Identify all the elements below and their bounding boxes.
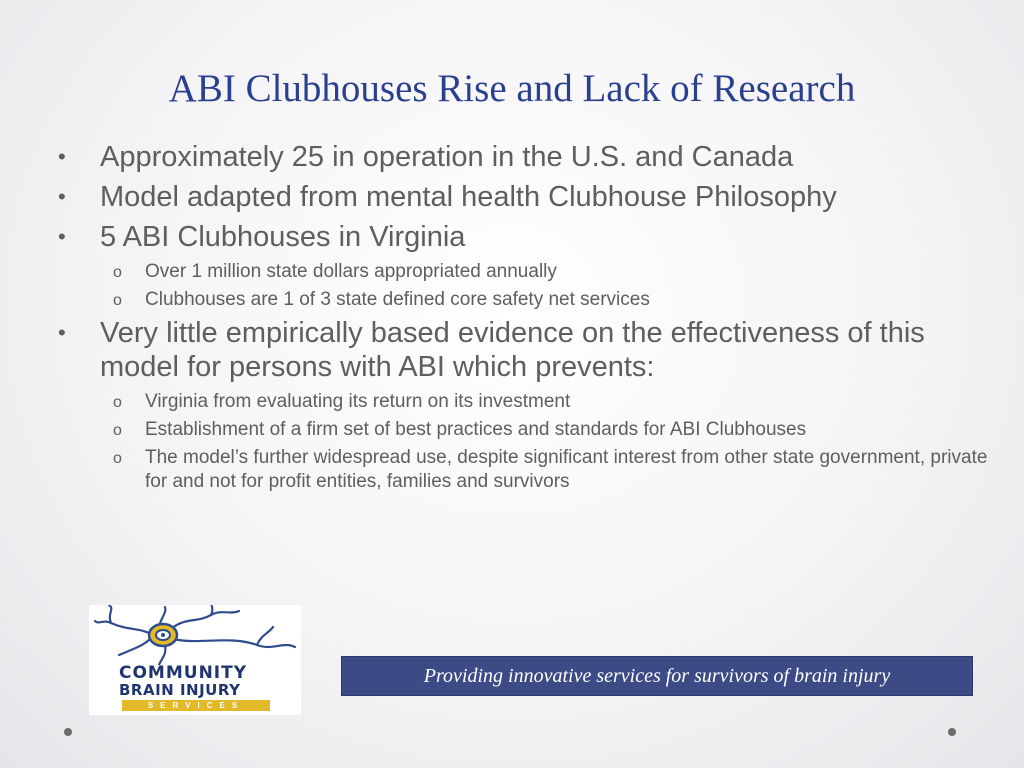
bullet-item [58,180,988,214]
bullet-marker: • [58,224,66,249]
slide-title: ABI Clubhouses Rise and Lack of Research [168,67,856,110]
bullet-marker: • [58,320,66,345]
sub-bullet-item [58,390,988,414]
sub-bullet-marker: o [113,422,122,439]
bullet-text: Very little empirically based evidence on the effectiveness of this model for persons with ABI which prevents: [100,317,925,383]
bullet-text: Approximately 25 in operation in the U.S. and Canada [100,141,794,173]
tagline-banner: Providing innovative services for survivors of brain injury [341,656,973,696]
community-brain-injury-logo [89,605,301,715]
sub-bullet-text: Establishment of a firm set of best practices and standards for ABI Clubhouses [145,419,807,440]
sub-bullet-text: The model’s further widespread use, despite significant interest from other state government, private for and not for profit entities, families and survivors [145,447,988,492]
sub-bullet-text: Clubhouses are 1 of 3 state defined core safety net services [145,289,650,310]
bullet-item [58,220,988,254]
bullet-item [58,316,988,384]
bullet-text: Model adapted from mental health Clubhouse Philosophy [100,181,837,213]
sub-bullet-item [58,260,988,284]
sub-bullet-item [58,288,988,312]
decorative-dot [64,728,72,736]
bullet-text: 5 ABI Clubhouses in Virginia [100,221,466,253]
sub-bullet-marker: o [113,292,122,309]
sub-bullet-marker: o [113,450,122,467]
sub-bullet-text: Virginia from evaluating its return on its investment [145,391,571,412]
sub-bullet-item [58,446,988,494]
bullet-marker: • [58,184,66,209]
sub-bullet-text: Over 1 million state dollars appropriated annually [145,261,557,282]
bullet-marker: • [58,144,66,169]
neuron-icon [89,605,301,665]
sub-bullet-marker: o [113,264,122,281]
bullet-item [58,140,988,174]
logo-text-services: SERVICES [122,700,270,711]
sub-bullet-item [58,418,988,442]
decorative-dot [948,728,956,736]
sub-bullet-marker: o [113,394,122,411]
logo-text-brain-injury: BRAIN INJURY [119,681,241,699]
logo-text-community: COMMUNITY [119,663,248,683]
bullet-list [58,140,988,498]
